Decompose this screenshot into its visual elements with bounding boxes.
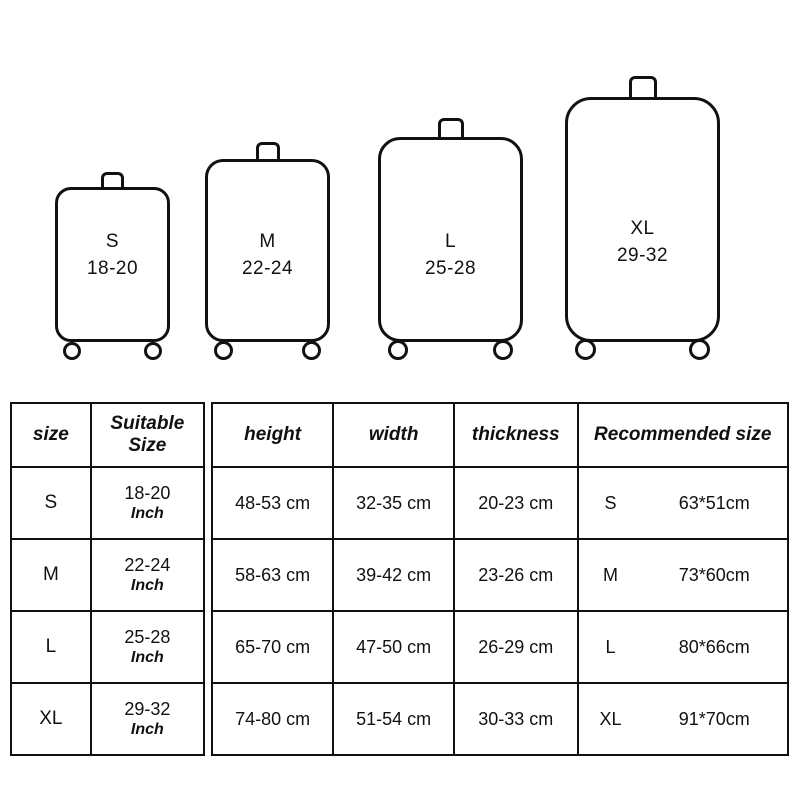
dimension-recommended-xl-dim: 91*70cm (678, 708, 750, 729)
luggage-label-xl-range: 29-32 (616, 245, 669, 267)
dimension-recommended-xl-code: XL (599, 708, 622, 729)
size-table-range-m-value: 22-24 (124, 554, 171, 575)
luggage-case-l (378, 110, 523, 360)
size-table-header-size: size (11, 403, 91, 467)
dimension-table-header-recommended: Recommended size (578, 403, 789, 467)
luggage-label-s-range: 18-20 (86, 258, 139, 280)
luggage-label-xl (565, 215, 720, 270)
size-table-range-s-value: 18-20 (124, 482, 171, 503)
luggage-wheel-xl-right (689, 339, 710, 360)
size-table-range-l-value: 25-28 (124, 626, 171, 647)
dimension-thickness-s: 20-23 cm (454, 467, 578, 539)
size-table-range-s-unit: Inch (130, 505, 164, 523)
table-row (212, 539, 788, 611)
luggage-size-illustration (0, 0, 800, 390)
dimension-thickness-m: 23-26 cm (454, 539, 578, 611)
luggage-label-m-range: 22-24 (241, 258, 294, 280)
dimension-recommended-s-dim: 63*51cm (678, 492, 750, 513)
dimension-height-xl: 74-80 cm (212, 683, 333, 755)
luggage-label-l (378, 228, 523, 283)
luggage-label-l-code: L (444, 230, 457, 252)
luggage-handle-xl (629, 76, 657, 98)
table-row (212, 467, 788, 539)
luggage-label-s (55, 228, 170, 283)
size-table-range-l-unit: Inch (130, 649, 164, 667)
luggage-handle-m (256, 142, 280, 160)
dimension-height-m: 58-63 cm (212, 539, 333, 611)
dimension-recommended-l-code: L (605, 636, 616, 657)
size-table-range-m-unit: Inch (130, 577, 164, 595)
luggage-label-l-range: 25-28 (424, 258, 477, 280)
luggage-wheel-l-left (388, 340, 408, 360)
size-table-code-l: L (11, 611, 91, 683)
dimension-width-xl: 51-54 cm (333, 683, 454, 755)
size-table-header-suitable-line1: Suitable (110, 413, 185, 434)
dimension-height-s: 48-53 cm (212, 467, 333, 539)
luggage-wheel-s-left (63, 342, 81, 360)
dimension-table-header-row (212, 403, 788, 467)
size-table-range-xl (91, 683, 204, 755)
luggage-wheel-m-left (214, 341, 233, 360)
luggage-handle-s (101, 172, 124, 188)
dimension-recommended-s-code: S (604, 492, 617, 513)
dimension-recommended-m (578, 539, 789, 611)
size-table-range-m (91, 539, 204, 611)
dimension-recommended-l-dim: 80*66cm (678, 636, 750, 657)
dimension-recommended-l (578, 611, 789, 683)
table-row (212, 683, 788, 755)
luggage-wheel-m-right (302, 341, 321, 360)
table-row (11, 467, 204, 539)
dimension-table-header-height: height (212, 403, 333, 467)
size-table (10, 402, 205, 756)
dimension-width-l: 47-50 cm (333, 611, 454, 683)
luggage-case-xl (565, 65, 720, 360)
size-table-range-s (91, 467, 204, 539)
size-chart-tables (10, 402, 790, 756)
table-row (212, 611, 788, 683)
luggage-label-m-code: M (259, 230, 276, 252)
luggage-label-xl-code: XL (630, 217, 655, 239)
dimension-thickness-xl: 30-33 cm (454, 683, 578, 755)
table-row (11, 683, 204, 755)
luggage-label-m (205, 228, 330, 283)
size-table-header-suitable (91, 403, 204, 467)
dimension-recommended-s (578, 467, 789, 539)
luggage-wheel-s-right (144, 342, 162, 360)
dimension-recommended-m-dim: 73*60cm (678, 564, 750, 585)
dimension-table (211, 402, 789, 756)
dimension-width-s: 32-35 cm (333, 467, 454, 539)
dimension-thickness-l: 26-29 cm (454, 611, 578, 683)
size-table-range-l (91, 611, 204, 683)
dimension-width-m: 39-42 cm (333, 539, 454, 611)
size-table-range-xl-unit: Inch (130, 721, 164, 739)
luggage-wheel-l-right (493, 340, 513, 360)
dimension-recommended-m-code: M (603, 564, 618, 585)
size-table-range-xl-value: 29-32 (124, 698, 171, 719)
luggage-case-m (205, 130, 330, 360)
size-table-code-s: S (11, 467, 91, 539)
dimension-table-header-width: width (333, 403, 454, 467)
size-table-code-xl: XL (11, 683, 91, 755)
table-row (11, 539, 204, 611)
luggage-case-s (55, 165, 170, 360)
dimension-recommended-xl (578, 683, 789, 755)
dimension-height-l: 65-70 cm (212, 611, 333, 683)
luggage-wheel-xl-left (575, 339, 596, 360)
dimension-table-header-thickness: thickness (454, 403, 578, 467)
size-table-header-suitable-line2: Size (128, 435, 167, 456)
size-table-header-row (11, 403, 204, 467)
size-table-code-m: M (11, 539, 91, 611)
table-row (11, 611, 204, 683)
luggage-label-s-code: S (105, 230, 120, 252)
luggage-handle-l (438, 118, 464, 138)
